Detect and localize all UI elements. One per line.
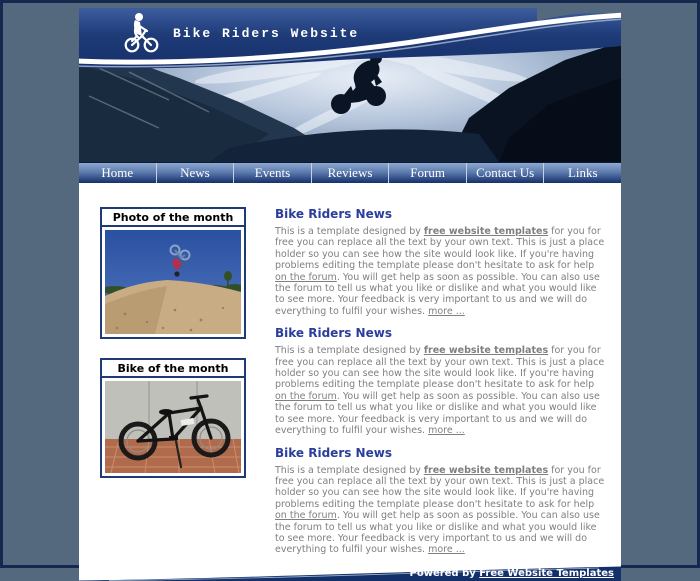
more-link[interactable]: more ... xyxy=(428,425,465,437)
on-the-forum-link[interactable]: on the forum xyxy=(275,510,337,522)
header xyxy=(79,8,621,162)
news-heading: Bike Riders News xyxy=(275,207,392,221)
nav-item-reviews[interactable]: Reviews xyxy=(312,163,390,183)
nav-item-links[interactable]: Links xyxy=(567,165,598,180)
news-block xyxy=(275,207,606,317)
on-the-forum-link[interactable]: on the forum xyxy=(275,390,337,402)
bike-of-the-month-image xyxy=(105,381,241,473)
nav-item-forum[interactable]: Forum xyxy=(389,163,467,183)
news-text: This is a template designed by xyxy=(275,226,424,237)
header-brand[interactable] xyxy=(121,10,359,54)
news-text: for you for free you can replace all the text by your own text. This is just a place holder so you can see how the site would look like. If you're having problems editing the template please don't hesitate to ask for help xyxy=(275,464,605,510)
nav-item-home[interactable]: Home xyxy=(79,163,157,183)
bike-of-the-month-box xyxy=(100,358,246,478)
news-text: . You will get help as soon as possible. You can also use the forum to tell us what you like or dislike and what you would like to see more. Your feedback is very important to us and we will do everything to fulfil your wishes. xyxy=(275,271,600,317)
footer xyxy=(79,565,621,581)
main-column xyxy=(275,207,606,565)
news-text: for you for free you can replace all the text by your own text. This is just a place holder so you can see how the site would look like. If you're having problems editing the template please don't hesitate to ask for help xyxy=(275,226,605,272)
news-text: for you for free you can replace all the text by your own text. This is just a place holder so you can see how the site would look like. If you're having problems editing the template please don't hesitate to ask for help xyxy=(275,345,605,391)
bike-box-title: Bike of the month xyxy=(102,360,244,378)
photo-of-the-month-image xyxy=(105,230,241,334)
news-body xyxy=(275,465,606,556)
page xyxy=(79,8,621,581)
nav-item-events[interactable]: Events xyxy=(234,163,312,183)
site-title: Bike Riders Website xyxy=(173,26,360,41)
bike-rider-logo-icon xyxy=(121,10,163,54)
free-website-templates-link[interactable]: free website templates xyxy=(423,226,549,237)
news-block xyxy=(275,326,606,436)
news-text: . You will get help as soon as possible. You can also use the forum to tell us what you like or dislike and what you would like to see more. Your feedback is very important to us and we will do everything to fulfil your wishes. xyxy=(275,510,600,556)
more-link[interactable]: more ... xyxy=(428,544,465,556)
news-heading: Bike Riders News xyxy=(275,445,392,460)
powered-by-prefix: Powered by xyxy=(409,567,480,579)
photo-box-title: Photo of the month xyxy=(102,209,244,227)
news-block xyxy=(275,446,606,556)
news-heading: Bike Riders News xyxy=(275,326,392,341)
sidebar xyxy=(100,207,246,497)
content-area xyxy=(79,183,621,565)
news-body xyxy=(275,226,606,317)
main-nav xyxy=(79,162,621,183)
news-body xyxy=(275,345,606,436)
free-website-templates-footer-link[interactable]: Free Website Templates xyxy=(479,567,614,579)
news-text: This is a template designed by xyxy=(275,464,424,476)
on-the-forum-link[interactable]: on the forum xyxy=(275,271,337,283)
nav-item-contact-us[interactable]: Contact Us xyxy=(467,163,545,183)
news-text: This is a template designed by xyxy=(275,345,424,357)
news-text: . You will get help as soon as possible. You can also use the forum to tell us what you like or dislike and what you would like to see more. Your feedback is very important to us and we will do everything to fulfil your wishes. xyxy=(275,390,600,437)
free-website-templates-link[interactable]: free website templates xyxy=(423,345,549,357)
nav-item-news[interactable]: News xyxy=(157,163,235,183)
powered-by xyxy=(410,568,615,579)
photo-of-the-month-box xyxy=(100,207,246,339)
more-link[interactable]: more ... xyxy=(428,305,465,317)
free-website-templates-link[interactable]: free website templates xyxy=(423,464,549,476)
